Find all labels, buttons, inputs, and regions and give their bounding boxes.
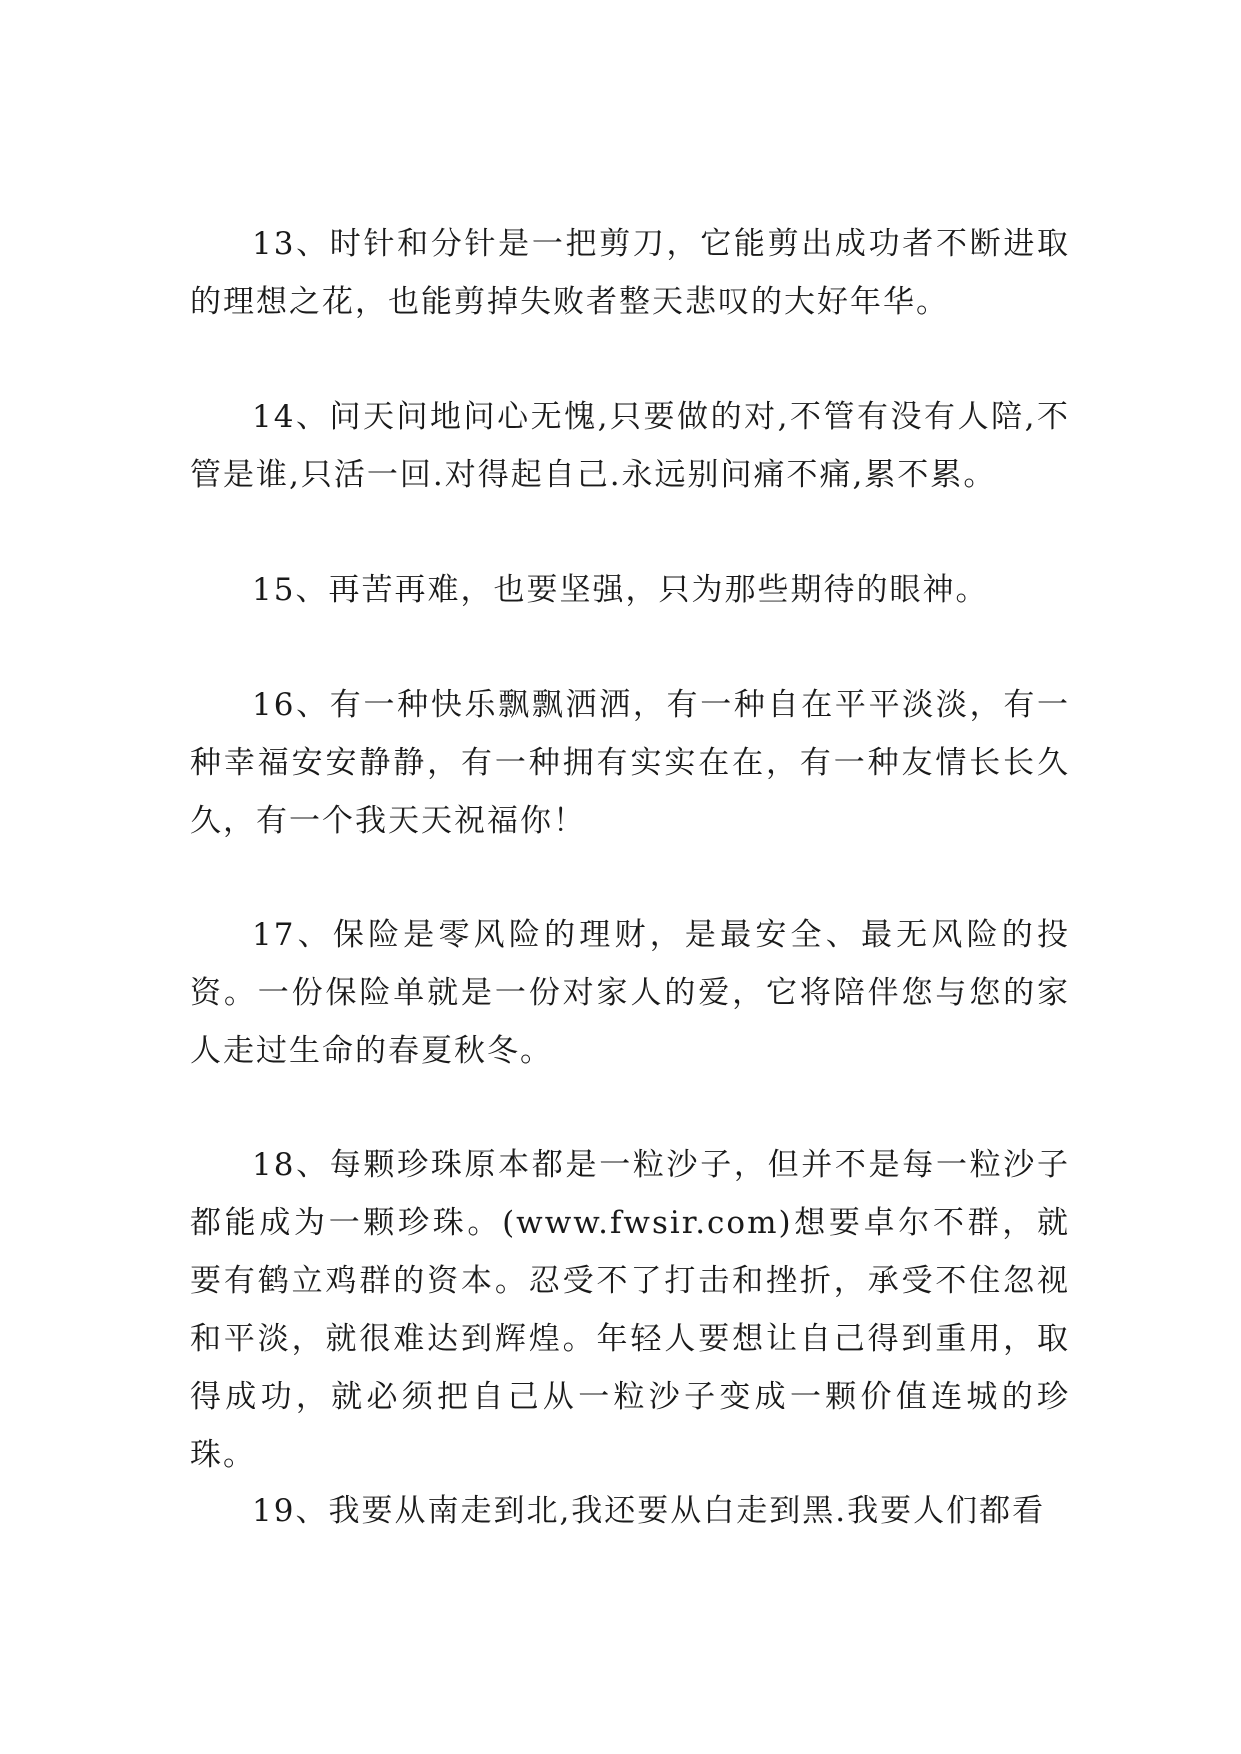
paragraph-19: 19、我要从南走到北,我还要从白走到黑.我要人们都看	[252, 1493, 1046, 1529]
paragraph-16: 16、有一种快乐飘飘洒洒，有一种自在平平淡淡，有一种幸福安安静静，有一种拥有实实在在，有一种友情长长久久，有一个我天天祝福你！	[190, 687, 1070, 839]
paragraph-15: 15、再苦再难，也要坚强，只为那些期待的眼神。	[252, 572, 989, 608]
paragraph-13: 13、时针和分针是一把剪刀，它能剪出成功者不断进取的理想之花，也能剪掉失败者整天悲叹的大好年华。	[190, 226, 1070, 320]
paragraph-18: 18、每颗珍珠原本都是一粒沙子，但并不是每一粒沙子都能成为一颗珍珠。(www.fwsir.com)想要卓尔不群，就要有鹤立鸡群的资本。忍受不了打击和挫折，承受不住忽视和平淡，就很难达到辉煌。年轻人要想让自己得到重用，取得成功，就必须把自己从一粒沙子变成一颗价值连城的珍珠。	[190, 1147, 1070, 1473]
paragraph-14: 14、问天问地问心无愧,只要做的对,不管有没有人陪,不管是谁,只活一回.对得起自己.永远别问痛不痛,累不累。	[190, 399, 1070, 493]
paragraph-17: 17、保险是零风险的理财，是最安全、最无风险的投资。一份保险单就是一份对家人的爱，它将陪伴您与您的家人走过生命的春夏秋冬。	[190, 917, 1070, 1069]
